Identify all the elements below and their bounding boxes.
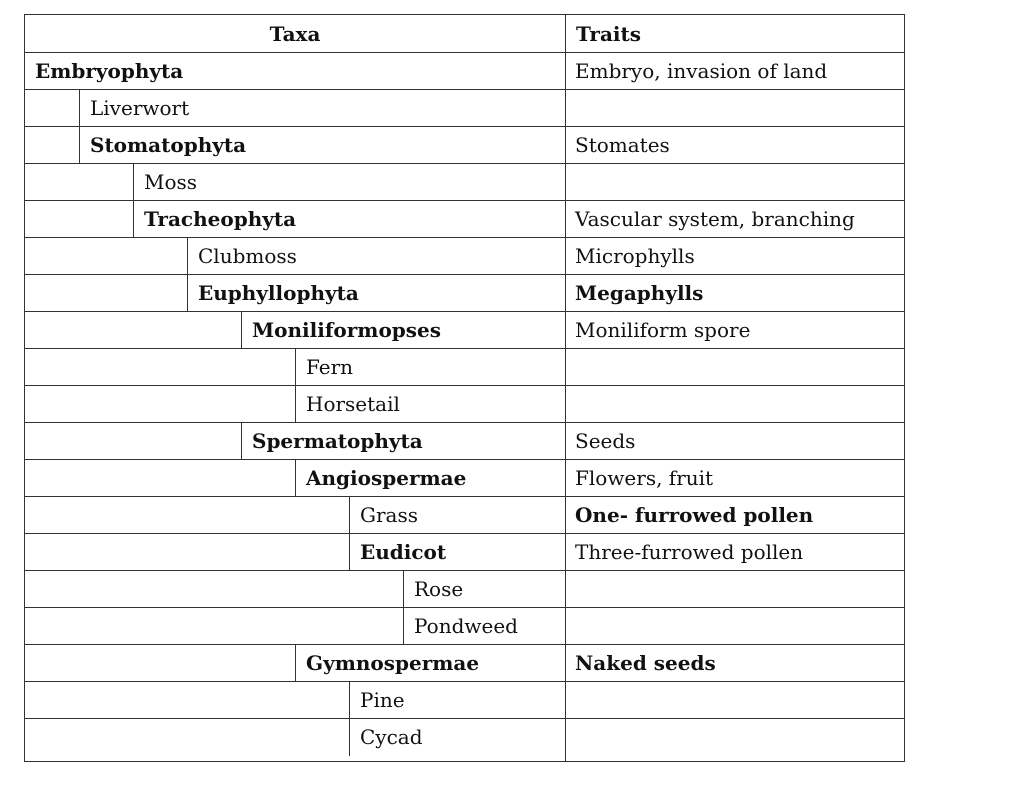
trait-cell: Naked seeds — [575, 651, 716, 675]
trait-cell — [565, 164, 575, 200]
trait-cell: Megaphylls — [575, 281, 704, 305]
taxon-cell: Rose — [403, 571, 463, 607]
taxon-cell: Eudicot — [349, 534, 446, 570]
taxon-cell: Gymnospermae — [295, 645, 479, 681]
trait-cell: Stomates — [575, 133, 670, 157]
table-row — [25, 127, 904, 164]
taxon-cell: Moniliformopses — [241, 312, 441, 348]
table-row — [25, 571, 904, 608]
header-traits: Traits — [565, 15, 904, 53]
taxon-cell: Stomatophyta — [79, 127, 246, 163]
taxon-cell: Cycad — [349, 719, 423, 756]
table-row — [25, 423, 904, 460]
table-row — [25, 386, 904, 423]
trait-cell: Moniliform spore — [575, 318, 751, 342]
taxon-cell: Horsetail — [295, 386, 400, 422]
trait-cell — [565, 90, 575, 126]
trait-cell — [565, 719, 575, 756]
trait-cell: Microphylls — [575, 244, 695, 268]
taxon-cell: Liverwort — [79, 90, 189, 126]
taxon-cell: Spermatophyta — [241, 423, 423, 459]
trait-cell: Vascular system, branching — [575, 207, 855, 231]
table-row — [25, 201, 904, 238]
table-row — [25, 349, 904, 386]
trait-cell — [565, 608, 575, 644]
table-row — [25, 645, 904, 682]
taxon-cell: Euphyllophyta — [187, 275, 359, 311]
table-row — [25, 164, 904, 201]
table-row — [25, 534, 904, 571]
taxa-traits-table — [24, 14, 905, 762]
trait-cell: Embryo, invasion of land — [575, 59, 828, 83]
table-row — [25, 312, 904, 349]
table-row — [25, 497, 904, 534]
trait-cell: Flowers, fruit — [575, 466, 714, 490]
taxon-cell: Pine — [349, 682, 405, 718]
taxon-cell: Pondweed — [403, 608, 518, 644]
trait-cell — [565, 349, 575, 385]
table-row — [25, 719, 904, 756]
table-row — [25, 608, 904, 645]
table-row — [25, 90, 904, 127]
trait-cell — [565, 571, 575, 607]
table-row — [25, 682, 904, 719]
taxon-cell: Moss — [133, 164, 197, 200]
trait-cell — [565, 682, 575, 718]
taxon-cell: Tracheophyta — [133, 201, 296, 237]
taxon-cell: Grass — [349, 497, 418, 533]
trait-cell: Seeds — [575, 429, 636, 453]
header-taxa: Taxa — [25, 15, 565, 53]
taxon-cell: Clubmoss — [187, 238, 297, 274]
taxon-cell: Angiospermae — [295, 460, 466, 496]
table-row — [25, 460, 904, 497]
trait-cell — [565, 386, 575, 422]
taxon-cell: Embryophyta — [35, 59, 184, 83]
table-row — [25, 53, 904, 90]
table-row — [25, 275, 904, 312]
taxon-cell: Fern — [295, 349, 353, 385]
table-row — [25, 238, 904, 275]
trait-cell: One- furrowed pollen — [575, 503, 814, 527]
trait-cell: Three-furrowed pollen — [575, 540, 804, 564]
